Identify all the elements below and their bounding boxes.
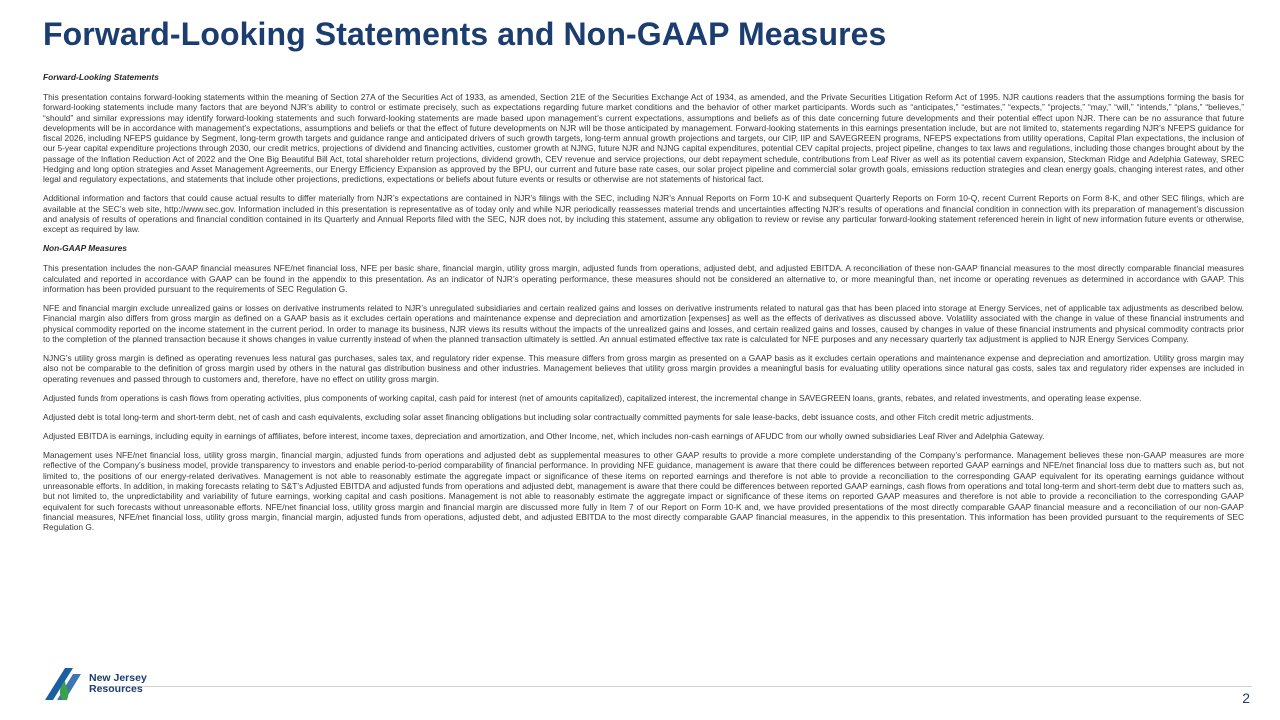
paragraph: Management uses NFE/net financial loss, utility gross margin, financial margin, adjusted funds from operations and adjusted debt as supplemental measures to other GAAP results to provide a more complete understanding of the Company’s performance. Management believes these non-GAAP measures are more reflective of the Company’s business model, provide transparency to investors and enable period-to-period comparability of financial performance. In providing NFE guidance, management is aware that there could be differences between reported GAAP earnings and NFE/net financial loss due to matters such as, but not limited to, the positions of our energy-related derivatives. Management is not able to reasonably estimate the aggregate impact or significance of these items on reported earnings and therefore is not able to provide a reconciliation to the corresponding GAAP equivalent for its operating earnings guidance without unreasonable efforts. In addition, in making forecasts relating to S&T’s Adjusted EBITDA and adjusted funds from operations and adjusted debt, management is aware that there could be differences between reported GAAP earnings, cash flows from operations and total long-term and short-term debt due to matters such as, but not limited to, the unpredictability and variability of future earnings, working capital and cash positions. Management is not able to reasonably estimate the aggregate impact or significance of these items on reported GAAP measures and therefore is not able to provide a reconciliation to the corresponding GAAP equivalent for such forecasts without unreasonable efforts. NFE/net financial loss, utility gross margin and financial margin are discussed more fully in Item 7 of our Report on Form 10-K and, we have provided presentations of the most directly comparable GAAP financial measure and a reconciliation of our non-GAAP financial measures, NFE/net financial loss, utility gross margin, financial margin, adjusted funds from operations, adjusted debt, and adjusted EBITDA to the most directly comparable GAAP financial measures, in the appendix to this presentation. This information has been provided pursuant to the requirements of SEC Regulation G.	[43, 450, 1244, 533]
page-title: Forward-Looking Statements and Non-GAAP Measures	[43, 16, 887, 52]
footer-divider	[96, 686, 1252, 687]
section-heading-non-gaap: Non-GAAP Measures	[43, 243, 127, 254]
paragraph: Adjusted debt is total long-term and short-term debt, net of cash and cash equivalents, excluding solar asset financing obligations but including solar contractually committed payments for sale lease-backs, debt issuance costs, and other Fitch credit metric adjustments.	[43, 411, 1034, 422]
section-heading-forward-looking: Forward-Looking Statements	[43, 72, 159, 82]
paragraph: Adjusted EBITDA is earnings, including equity in earnings of affiliates, before interest, income taxes, depreciation and amortization, and Other Income, net, which includes non-cash earnings of AFUDC from our wholly owned subsidiaries Leaf River and Adelphia Gateway.	[43, 431, 1045, 441]
paragraph: Additional information and factors that could cause actual results to differ materially from NJR’s expectations are contained in NJR’s filings with the SEC, including NJR’s Annual Reports on Form 10-K and subsequent Quarterly Reports on Form 10-Q, recent Current Reports on Form 8-K, and other SEC filings, which are available at the SEC’s web site, http://www.sec.gov. Information included in this presentation is representative as of today only and while NJR periodically reassesses material trends and uncertainties affecting NJR’s results of operations and financial condition in connection with its preparation of management’s discussion and analysis of results of operations and financial condition contained in its Quarterly and Annual Reports filed with the SEC, NJR does not, by including this statement, assume any obligation to review or revise any particular forward-looking statement referenced herein in light of new information future events or otherwise, except as required by law.	[43, 193, 1244, 235]
logo-line-1: New Jersey	[89, 672, 147, 684]
paragraph: NJNG’s utility gross margin is defined as operating revenues less natural gas purchases, sales tax, and regulatory rider expense. This measure differs from gross margin as presented on a GAAP basis as it excludes certain operations and maintenance expense and depreciation and amortization. Utility gross margin may also not be comparable to the definition of gross margin used by others in the natural gas distribution business and other industries. Management believes that utility gross margin provides a meaningful basis for evaluating utility operations since natural gas costs, sales tax and regulatory rider expenses are included in operating revenues and passed through to customers and, therefore, have no effect on utility gross margin.	[43, 353, 1244, 384]
paragraph: This presentation contains forward-looking statements within the meaning of Section 27A of the Securities Act of 1933, as amended, Section 21E of the Securities Exchange Act of 1934, as amended, and the Private Securities Litigation Reform Act of 1995. NJR cautions readers that the assumptions forming the basis for forward-looking statements include many factors that are beyond NJR’s ability to control or estimate precisely, such as expectations regarding future market conditions and the behavior of other market participants. Words such as “anticipates,” “estimates,” “expects,” “projects,” “may,” “will,” “intends,” “plans,” “believes,” “should” and similar expressions may identify forward-looking statements and such forward-looking statements are made based upon management’s current expectations, assumptions and beliefs as of this date concerning future developments and their potential effect upon NJR. There can be no assurance that future developments will be in accordance with management’s expectations, assumptions and beliefs or that the effect of future developments on NJR will be those anticipated by management. Forward-looking statements in this earnings presentation include, but are not limited to, statements regarding NJR’s NFEPS guidance for fiscal 2026, including NFEPS guidance by Segment, long-term growth targets and guidance range and anticipated drivers of such growth targets, long-term annual growth projections and targets, our CIP, IIP and SAVEGREEN programs, NFEPS expectations from utility operations, Capital Plan expectations, the inclusion of our 5-year capital expenditure projections through 2030, our credit metrics, projections of dividend and financing activities, customer growth at NJNG, future NJR and NJNG capital expenditures, potential CEV capital projects, project pipeline, changes to tax laws and regulations, including those changes brought about by the passage of the Inflation Reduction Act of 2022 and the One Big Beautiful Bill Act, total shareholder return projections, dividend growth, CEV revenue and service projections, our debt repayment schedule, contributions from Leaf River as well as its potential cavern expansion, Steckman Ridge and Adelphia Gateway, SREC Hedging and long option strategies and Asset Management Agreements, our Energy Efficiency Expansion as approved by the BPU, our current and future base rate cases, our solar project pipeline and commercial solar growth goals, emissions reduction strategies and clean energy goals, changing interest rates, and other legal and regulatory expectations, and statements that include other projections, predictions, expectations or beliefs about future events or results or otherwise are not statements of historical fact.	[43, 92, 1244, 185]
document-body	[43, 72, 1244, 650]
njr-flame-logo-icon	[43, 666, 83, 702]
company-logo	[43, 664, 183, 704]
paragraph: NFE and financial margin exclude unrealized gains or losses on derivative instruments related to NJR’s unregulated subsidiaries and certain realized gains and losses on derivative instruments related to natural gas that has been placed into storage at Energy Services, net of applicable tax adjustments as described below. Financial margin also differs from gross margin as defined on a GAAP basis as it excludes certain operations and maintenance expense and depreciation and amortization [expenses] as well as the effects of derivatives as discussed above. Volatility associated with the change in value of these financial instruments and physical commodity reported on the income statement in the current period. In order to manage its business, NJR views its results without the impacts of the unrealized gains and losses, and certain realized gains and losses, caused by changes in value of these financial instruments and physical commodity contracts prior to the completion of the planned transaction because it shows changes in value currently instead of when the planned transaction ultimately is settled. An annual estimated effective tax rate is calculated for NFE purposes and any necessary quarterly tax adjustment is applied to NJR Energy Services Company.	[43, 303, 1244, 345]
page-number: 2	[1242, 690, 1250, 706]
logo-line-2: Resources	[89, 683, 143, 695]
paragraph: Adjusted funds from operations is cash flows from operating activities, plus components of working capital, cash paid for interest (net of amounts capitalized), capitalized interest, the incremental change in SAVEGREEN loans, grants, rebates, and related investments, and operating lease expense.	[43, 392, 1142, 403]
paragraph: This presentation includes the non-GAAP financial measures NFE/net financial loss, NFE per basic share, financial margin, utility gross margin, adjusted funds from operations, adjusted debt, and adjusted EBITDA. A reconciliation of these non-GAAP financial measures to the most directly comparable financial measures calculated and reported in accordance with GAAP can be found in the appendix to this presentation. As an indicator of NJR’s operating performance, these measures should not be considered an alternative to, or more meaningful than, net income or operating revenues as determined in accordance with GAAP. This information has been provided pursuant to the requirements of SEC Regulation G.	[43, 263, 1244, 295]
